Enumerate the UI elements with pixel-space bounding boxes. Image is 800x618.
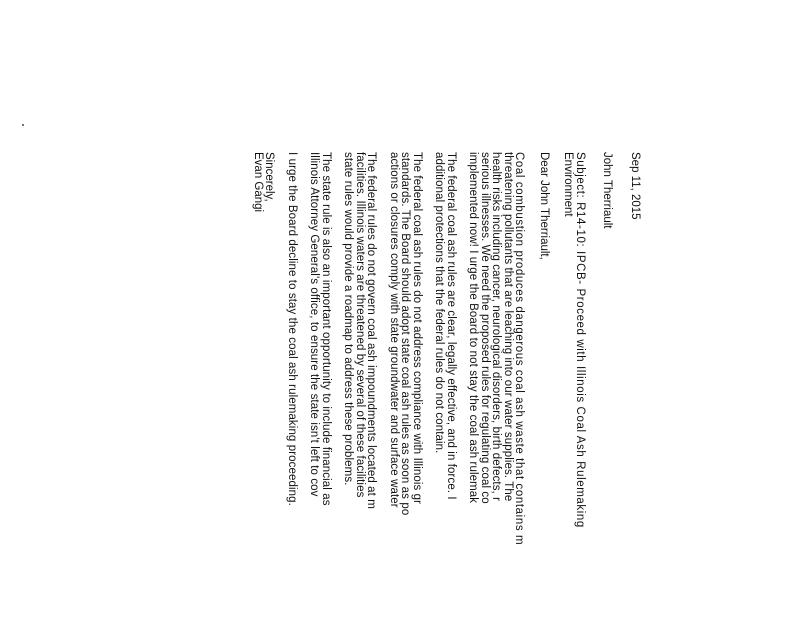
letter-date: Sep 11, 2015 [629, 152, 641, 220]
paragraph-4-line-2: facilities. Illinois waters are threatened by several of these facilities [354, 152, 366, 498]
paragraph-3-line-3: actions or closures comply with state groundwater and surface water [388, 152, 400, 508]
paragraph-5-line-2: Illinois Attorney General's office, to ensure the state isn't left to cov [308, 152, 321, 497]
letter-signature: Evan Gangi [252, 152, 264, 213]
letter-subject-line-2: Environment [562, 152, 575, 217]
paragraph-4-line-3: state rules would provide a roadmap to address these problems. [342, 152, 355, 486]
paragraph-2-line-1: The federal coal ash rules are clear, legally effective, and in force. I [445, 152, 457, 500]
letter-recipient: John Therriault [601, 152, 614, 229]
letter-subject-line-1: Subject: R14-10: IPCB- Proceed with Illinois Coal Ash Rulemaking [574, 152, 586, 528]
paragraph-3 [388, 152, 423, 618]
paragraph-1-line-4: serious illnesses. We need the proposed rules for regulating coal co [479, 152, 491, 504]
paragraph-2-line-2: additional protections that the federal rules do not contain. [433, 152, 446, 454]
paragraph-1-line-3: health risks including cancer, neurological disorders, birth defects, r [490, 152, 503, 502]
paragraph-5-line-1: The state rule is also an important opportunity to include financial as [320, 152, 332, 506]
paragraph-4-line-1: The federal rules do not govern coal ash impoundments located at m [365, 152, 378, 509]
paragraph-1-line-5: implemented now! I urge the Board to not stay the coal ash rulemak [467, 152, 480, 504]
letter-closing: Sincerely, [263, 152, 276, 202]
rotated-letter [252, 152, 641, 618]
paragraph-6-line-1: I urge the Board decline to stay the coal ash rulemaking proceeding. [286, 152, 298, 506]
paragraph-3-line-2: standards. The Board should adopt state coal ash rules as soon as po [399, 152, 412, 516]
paragraph-1-line-2: threatening pollutants that are leaching into our water supplies. The [502, 152, 514, 502]
paragraph-5 [308, 152, 331, 618]
paragraph-1-line-1: Coal combustion produces dangerous coal ash waste that contains m [513, 152, 526, 546]
letter-salutation: Dear John Therriault, [538, 152, 550, 260]
scan-speck [22, 124, 24, 126]
paragraph-2 [433, 152, 456, 618]
paragraph-1 [467, 152, 525, 618]
paragraph-3-line-1: The federal coal ash rules do not address compliance with Illinois gr [411, 152, 423, 505]
paragraph-4 [342, 152, 377, 618]
paragraph-6 [286, 152, 298, 618]
